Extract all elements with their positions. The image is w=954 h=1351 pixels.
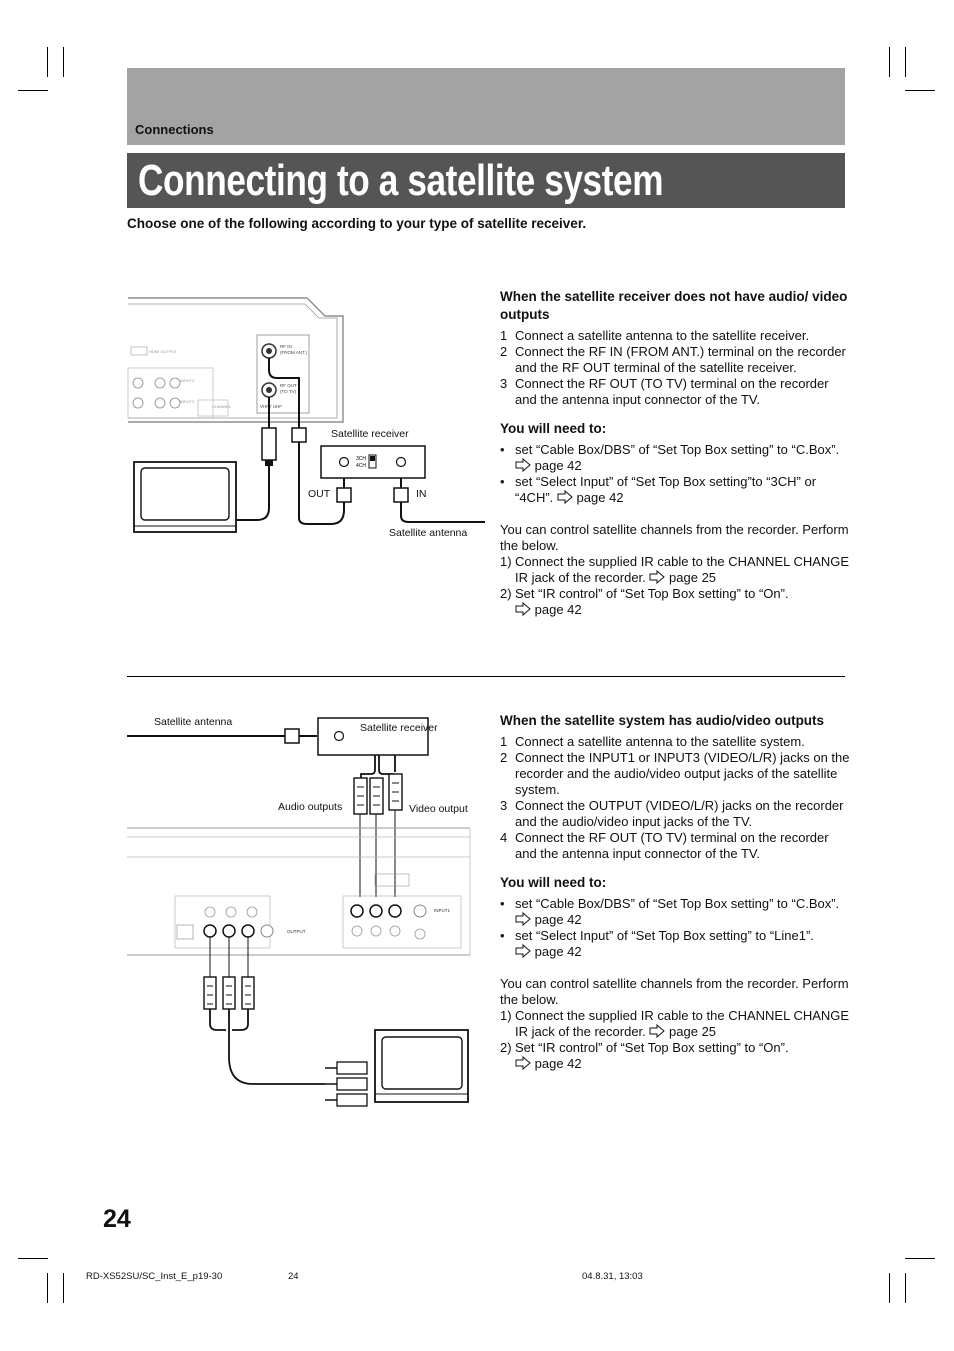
section1-heading: When the satellite receiver does not have audio/ video outputs	[500, 289, 848, 322]
arrow-right-icon	[557, 490, 573, 504]
svg-text:4CH: 4CH	[356, 463, 367, 469]
label-satellite-antenna: Satellite antenna	[389, 527, 468, 539]
crop-mark	[63, 47, 64, 77]
svg-text:INPUT3: INPUT3	[180, 399, 195, 404]
label-in: IN	[416, 488, 427, 500]
section1-text	[500, 288, 850, 618]
list-item: 4 Connect the RF OUT (TO TV) terminal on the recorder and the antenna input connector of the TV.	[500, 830, 829, 861]
diagram-no-av-outputs	[125, 290, 485, 540]
svg-text:OUTPUT: OUTPUT	[287, 929, 306, 934]
svg-text:INPUT1: INPUT1	[434, 908, 451, 913]
svg-text:VHF / UHF: VHF / UHF	[260, 404, 282, 409]
list-item: • set “Select Input” of “Set Top Box setting”to “3CH” or “4CH”. page 42	[500, 474, 817, 505]
crop-mark	[905, 1273, 906, 1303]
footer-page: 24	[288, 1271, 299, 1282]
rca-cables-tv	[204, 937, 367, 1106]
control-intro: You can control satellite channels from the recorder. Perform the below.	[500, 522, 849, 553]
label-satellite-receiver: Satellite receiver	[331, 428, 409, 440]
footer-date: 04.8.31, 13:03	[582, 1271, 643, 1282]
crop-mark	[18, 1258, 48, 1259]
svg-text:CHANNEL: CHANNEL	[212, 404, 232, 409]
diagram-with-av-outputs	[125, 712, 475, 1112]
arrow-right-icon	[515, 912, 531, 926]
arrow-right-icon	[515, 944, 531, 958]
list-item: 3 Connect the OUTPUT (VIDEO/L/R) jacks on the recorder and the audio/video input jacks of the TV.	[500, 798, 844, 829]
need-heading: You will need to:	[500, 421, 607, 436]
rca-cables-receiver	[354, 755, 402, 897]
crop-mark	[905, 1258, 935, 1259]
section2-heading: When the satellite system has audio/video outputs	[500, 713, 825, 728]
svg-text:INPUT3: INPUT3	[180, 378, 195, 383]
header-band	[127, 68, 845, 145]
page-title: Connecting to a satellite system	[138, 156, 664, 205]
list-item: • set “Select Input” of “Set Top Box setting” to “Line1”. page 42	[500, 928, 814, 959]
crop-mark	[889, 1273, 890, 1303]
svg-text:RF IN: RF IN	[280, 344, 292, 349]
crop-mark	[889, 47, 890, 77]
list-item: • set “Cable Box/DBS” of “Set Top Box setting” to “C.Box”. page 42	[500, 896, 840, 927]
arrow-right-icon	[515, 458, 531, 472]
section-divider	[127, 676, 845, 677]
svg-text:RF OUT: RF OUT	[280, 383, 297, 388]
section-label: Connections	[135, 122, 214, 137]
label-out: OUT	[308, 488, 331, 500]
label-satellite-receiver: Satellite receiver	[360, 722, 438, 734]
list-item: 1) Connect the supplied IR cable to the CHANNEL CHANGE IR jack of the recorder. page 25	[500, 554, 850, 585]
arrow-right-icon	[649, 570, 665, 584]
svg-text:(FROM ANT.): (FROM ANT.)	[280, 350, 307, 355]
list-item: 1 Connect a satellite antenna to the satellite receiver.	[500, 328, 810, 343]
list-item: 1 Connect a satellite antenna to the satellite system.	[500, 734, 805, 749]
list-item: 2 Connect the INPUT1 or INPUT3 (VIDEO/L/R) jacks on the recorder and the audio/video output jacks of the satellite system.	[500, 750, 850, 797]
label-satellite-antenna: Satellite antenna	[154, 716, 233, 728]
list-item: • set “Cable Box/DBS” of “Set Top Box setting” to “C.Box”. page 42	[500, 442, 840, 473]
label-audio-outputs: Audio outputs	[278, 801, 343, 813]
control-intro: You can control satellite channels from the recorder. Perform the below.	[500, 976, 849, 1007]
svg-text:HDMI OUTPUT: HDMI OUTPUT	[149, 349, 177, 354]
recorder-back-panel	[128, 298, 343, 422]
arrow-right-icon	[649, 1024, 665, 1038]
tv-icon	[134, 462, 236, 532]
footer-file: RD-XS52SU/SC_Inst_E_p19-30	[86, 1271, 223, 1282]
label-video-output: Video output	[409, 803, 468, 815]
list-item: 1) Connect the supplied IR cable to the CHANNEL CHANGE IR jack of the recorder. page 25	[500, 1008, 850, 1039]
list-item: 3 Connect the RF OUT (TO TV) terminal on the recorder and the antenna input connector of the TV.	[500, 376, 829, 407]
crop-mark	[18, 90, 48, 91]
page-number: 24	[103, 1205, 131, 1233]
crop-mark	[63, 1273, 64, 1303]
need-heading: You will need to:	[500, 875, 607, 890]
recorder-back-panel	[127, 828, 470, 955]
section2-text	[500, 712, 850, 1072]
arrow-right-icon	[515, 1056, 531, 1070]
list-item: 2 Connect the RF IN (FROM ANT.) terminal on the recorder and the RF OUT terminal of the satellite receiver.	[500, 344, 846, 375]
tv-icon	[375, 1030, 468, 1102]
crop-mark	[47, 1273, 48, 1303]
satellite-receiver-box	[321, 446, 425, 478]
list-item: 2) Set “IR control” of “Set Top Box setting” to “On”. page 42	[500, 1040, 789, 1071]
crop-mark	[47, 47, 48, 77]
intro-text: Choose one of the following according to your type of satellite receiver.	[127, 216, 587, 231]
list-item: 2) Set “IR control” of “Set Top Box setting” to “On”. page 42	[500, 586, 789, 617]
svg-text:3CH: 3CH	[356, 456, 367, 462]
crop-mark	[905, 90, 935, 91]
svg-text:(TO TV): (TO TV)	[280, 389, 297, 394]
arrow-right-icon	[515, 602, 531, 616]
crop-mark	[905, 47, 906, 77]
